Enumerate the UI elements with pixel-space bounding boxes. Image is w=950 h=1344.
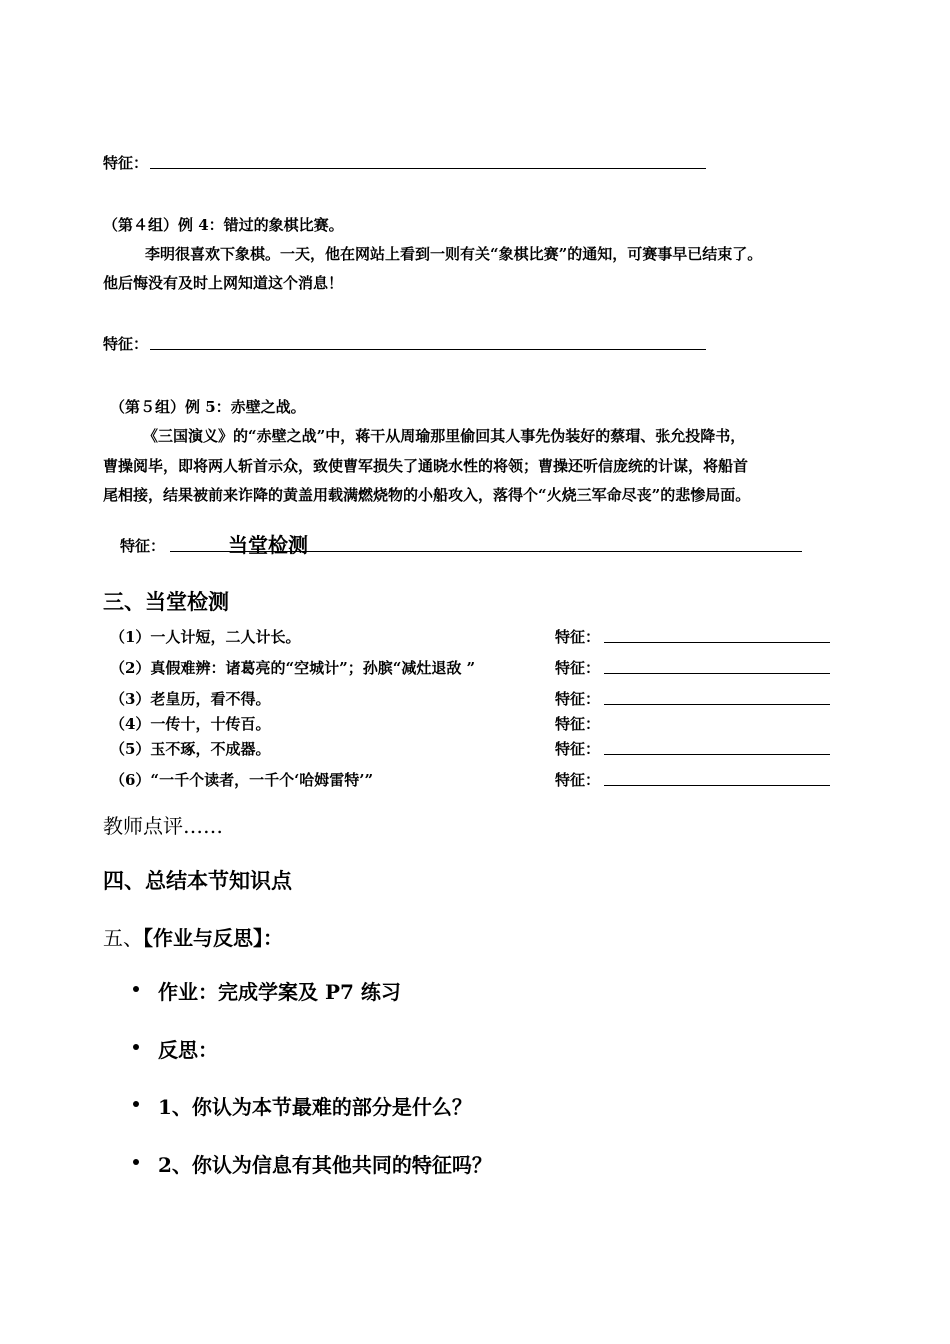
feature-label-1: 特征： (103, 154, 149, 172)
quiz-feature-label-3: 特征： (555, 690, 601, 708)
homework-item: 作业：完成学案及 P7 练习 (158, 980, 401, 1004)
bullet-icon (133, 1159, 139, 1165)
group5-para-line1: 《三国演义》的“赤壁之战”中，蒋干从周瑜那里偷回其人事先伪装好的蔡瑁、张允投降书， (143, 427, 746, 445)
quiz-item-2: （2）真假难辨：诸葛亮的“空城计”；孙膑“减灶退敌 ” (110, 659, 476, 677)
bullet-icon (133, 986, 139, 992)
feature-label-2: 特征： (103, 335, 149, 353)
quiz-feature-label-6: 特征： (555, 771, 601, 789)
section5-heading (103, 922, 283, 951)
bullet-icon (133, 1044, 139, 1050)
quiz-feature-label-4: 特征： (555, 715, 601, 733)
answer-line-1[interactable] (150, 168, 706, 169)
group5-para-line3: 尾相接，结果被前来诈降的黄盖用载满燃烧物的小船攻入，落得个“火烧三军命尽丧”的悲惨局面。 (103, 486, 751, 504)
answer-line-2[interactable] (150, 349, 706, 350)
quiz-feature-label-2: 特征： (555, 659, 601, 677)
quiz-feature-label-1: 特征： (555, 628, 601, 646)
reflection-question-2: 2、你认为信息有其他共同的特征吗？ (158, 1153, 492, 1177)
reflection-question-1: 1、你认为本节最难的部分是什么？ (158, 1095, 472, 1119)
section5-heading-title: 【作业与反思】： (143, 926, 283, 950)
quiz-answer-line-1[interactable] (604, 642, 830, 643)
quiz-answer-line-2[interactable] (604, 673, 830, 674)
quiz-item-5: （5）玉不琢，不成器。 (110, 740, 271, 758)
quiz-item-3: （3）老皇历，看不得。 (110, 690, 271, 708)
quiz-item-4: （4）一传十，十传百。 (110, 715, 271, 733)
group5-title: （第５组）例 5：赤壁之战。 (110, 398, 306, 416)
reflection-label: 反思： (158, 1038, 218, 1062)
quiz-answer-line-3[interactable] (604, 704, 830, 705)
section3-heading: 三、当堂检测 (103, 589, 229, 614)
section5-heading-prefix: 五、 (103, 926, 143, 950)
quiz-answer-line-5[interactable] (604, 754, 830, 755)
teacher-comment: 教师点评…… (103, 814, 223, 838)
bullet-icon (133, 1101, 139, 1107)
quiz-item-6: （6）“一千个读者，一千个‘哈姆雷特’” (110, 771, 374, 789)
quiz-feature-label-5: 特征： (555, 740, 601, 758)
feature-label-3: 特征： (120, 537, 166, 555)
feature-inline-text: 当堂检测 (228, 533, 308, 557)
group4-para-line1: 李明很喜欢下象棋。一天，他在网站上看到一则有关“象棋比赛”的通知，可赛事早已结束了。 (145, 245, 763, 263)
group4-para-line2: 他后悔没有及时上网知道这个消息！ (103, 274, 344, 292)
quiz-item-1: （1）一人计短，二人计长。 (110, 628, 301, 646)
group5-para-line2: 曹操阅毕，即将两人斩首示众，致使曹军损失了通晓水性的将领；曹操还听信庞统的计谋，将船首 (103, 457, 749, 475)
quiz-answer-line-6[interactable] (604, 785, 830, 786)
group4-title: （第４组）例 4：错过的象棋比赛。 (103, 216, 344, 234)
section4-heading: 四、总结本节知识点 (103, 868, 292, 893)
